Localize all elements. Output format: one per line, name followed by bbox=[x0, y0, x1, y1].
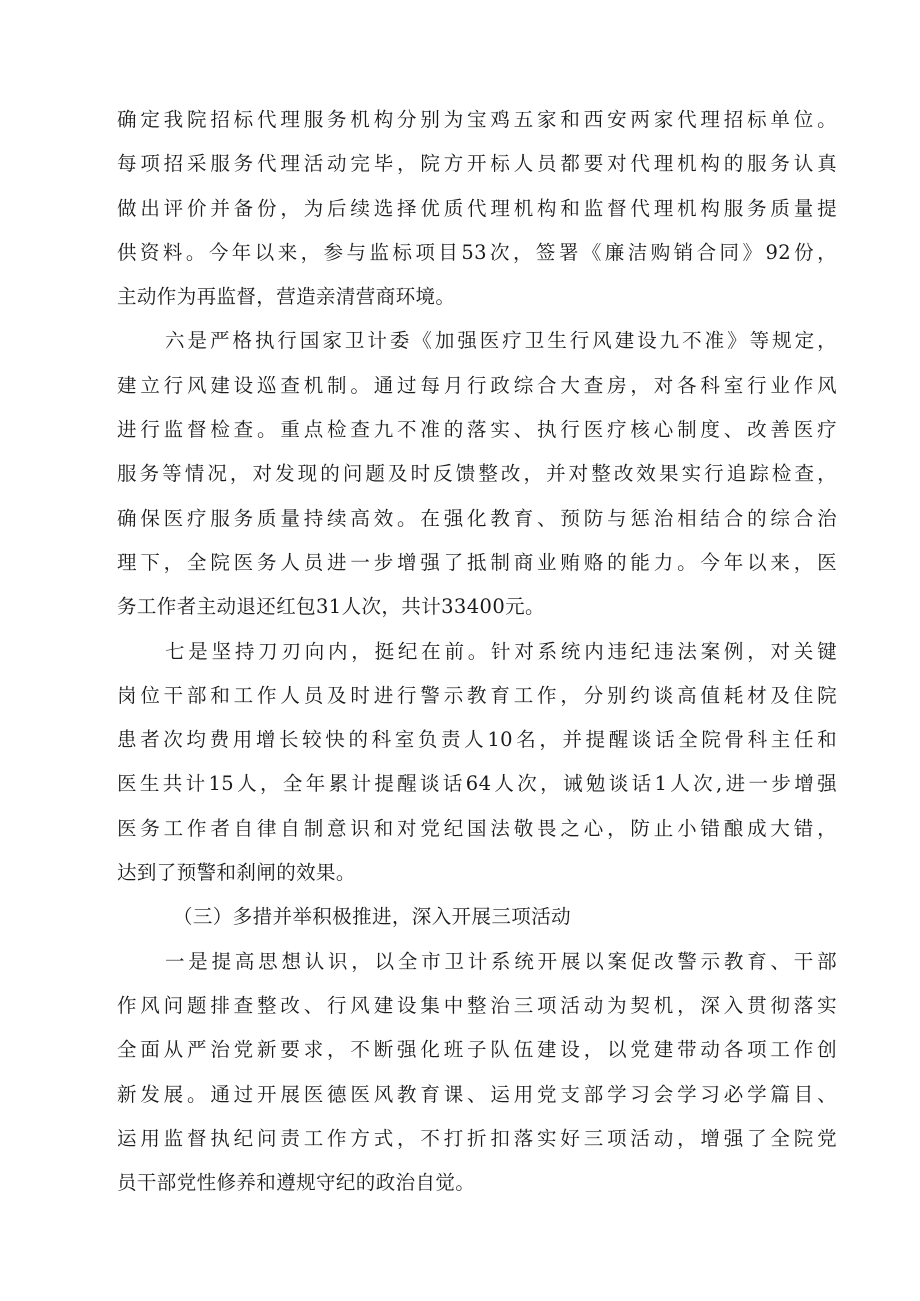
text-line: 做出评价并备份，为后续选择优质代理机构和监督代理机构服务质量提 bbox=[117, 196, 837, 220]
paragraph-item-seven bbox=[117, 630, 837, 896]
text-line: 患者次均费用增长较快的科室负责人10名，并提醒谈话全院骨科主任和 bbox=[117, 728, 837, 752]
text-line: 确定我院招标代理服务机构分别为宝鸡五家和西安两家代理招标单位。 bbox=[117, 108, 837, 131]
text-line: 务工作者主动退还红包31人次，共计33400元。 bbox=[117, 595, 545, 619]
text-line: 六是严格执行国家卫计委《加强医疗卫生行风建设九不准》等规定， bbox=[165, 329, 837, 353]
text-line: 作风问题排查整改、行风建设集中整治三项活动为契机，深入贯彻落实 bbox=[117, 993, 837, 1017]
text-line: 医生共计15人，全年累计提醒谈话64人次，诫勉谈话1人次,进一步增强 bbox=[117, 772, 837, 796]
document-body bbox=[117, 98, 837, 1205]
section-heading: （三）多措并举积极推进，深入开展三项活动 bbox=[173, 905, 572, 929]
text-line: 主动作为再监督，营造亲清营商环境。 bbox=[117, 285, 456, 309]
text-line: 运用监督执纪问责工作方式，不打折扣落实好三项活动，增强了全院党 bbox=[117, 1126, 837, 1150]
text-line: 确保医疗服务质量持续高效。在强化教育、预防与惩治相结合的综合治 bbox=[117, 506, 837, 530]
text-line: 全面从严治党新要求，不断强化班子队伍建设，以党建带动各项工作创 bbox=[117, 1038, 837, 1062]
text-line: 七是坚持刀刃向内，挺纪在前。针对系统内违纪违法案例，对关键 bbox=[165, 639, 837, 663]
text-line: 医务工作者自律自制意识和对党纪国法敬畏之心，防止小错酿成大错， bbox=[117, 816, 837, 840]
text-line: 岗位干部和工作人员及时进行警示教育工作，分别约谈高值耗材及住院 bbox=[117, 683, 837, 707]
paragraph-procurement-agency bbox=[117, 98, 837, 319]
text-line: 每项招采服务代理活动完毕，院方开标人员都要对代理机构的服务认真 bbox=[117, 152, 837, 176]
text-line: 达到了预警和刹闸的效果。 bbox=[117, 861, 356, 885]
text-line: 新发展。通过开展医德医风教育课、运用党支部学习会学习必学篇目、 bbox=[117, 1082, 837, 1106]
paragraph-item-six bbox=[117, 319, 837, 629]
text-line: 建立行风建设巡查机制。通过每月行政综合大查房，对各科室行业作风 bbox=[117, 373, 837, 397]
text-line: 一是提高思想认识，以全市卫计系统开展以案促改警示教育、干部 bbox=[165, 949, 837, 973]
text-line: 服务等情况，对发现的问题及时反馈整改，并对整改效果实行追踪检查， bbox=[117, 462, 837, 486]
paragraph-item-one bbox=[117, 940, 837, 1206]
text-line: 员干部党性修养和遵规守纪的政治自觉。 bbox=[117, 1171, 476, 1195]
section-heading-three bbox=[117, 895, 837, 939]
text-line: 理下，全院医务人员进一步增强了抵制商业贿赂的能力。今年以来，医 bbox=[117, 550, 837, 574]
text-line: 供资料。今年以来，参与监标项目53次，签署《廉洁购销合同》92份， bbox=[117, 240, 837, 264]
text-line: 进行监督检查。重点检查九不准的落实、执行医疗核心制度、改善医疗 bbox=[117, 418, 837, 442]
